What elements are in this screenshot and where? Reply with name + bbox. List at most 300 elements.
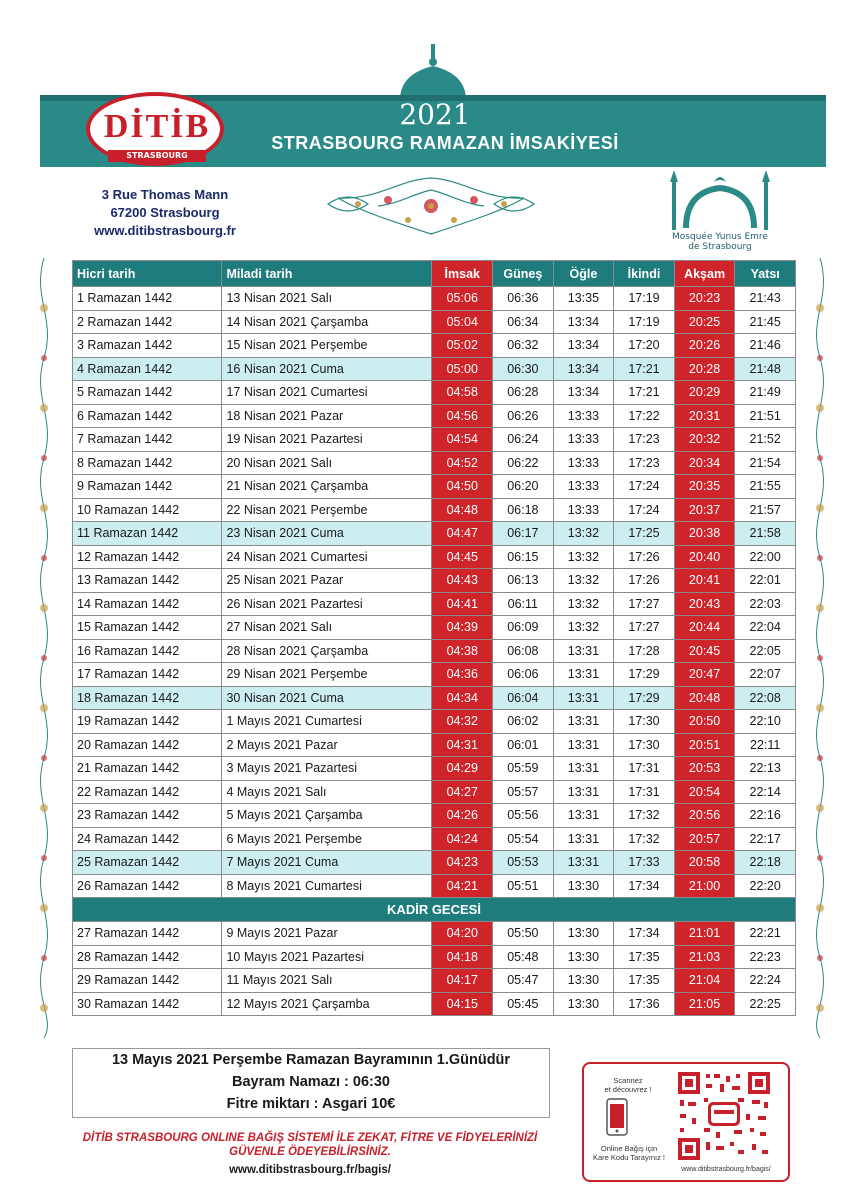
cell-yatsi: 22:20 <box>735 874 796 898</box>
cell-hicri: 6 Ramazan 1442 <box>73 404 222 428</box>
cell-miladi: 10 Mayıs 2021 Pazartesi <box>222 945 432 969</box>
cell-miladi: 24 Nisan 2021 Cumartesi <box>222 545 432 569</box>
cell-ikindi: 17:26 <box>614 545 675 569</box>
cell-aksam: 20:23 <box>674 287 735 311</box>
cell-aksam: 20:40 <box>674 545 735 569</box>
table-row <box>73 780 796 804</box>
cell-aksam: 21:04 <box>674 969 735 993</box>
cell-gunes: 06:18 <box>493 498 554 522</box>
cell-gunes: 06:36 <box>493 287 554 311</box>
cell-yatsi: 21:51 <box>735 404 796 428</box>
cell-aksam: 20:31 <box>674 404 735 428</box>
cell-imsak: 05:00 <box>432 357 493 381</box>
cell-imsak: 04:47 <box>432 522 493 546</box>
cell-aksam: 20:56 <box>674 804 735 828</box>
cell-yatsi: 22:13 <box>735 757 796 781</box>
cell-yatsi: 22:08 <box>735 686 796 710</box>
cell-miladi: 30 Nisan 2021 Cuma <box>222 686 432 710</box>
cell-yatsi: 22:24 <box>735 969 796 993</box>
cell-ikindi: 17:26 <box>614 569 675 593</box>
col-header-ikindi: İkindi <box>614 261 675 287</box>
bayram-date: 13 Mayıs 2021 Perşembe Ramazan Bayramının 1.Günüdür <box>111 1052 511 1068</box>
mosque-logo-icon <box>650 170 790 230</box>
cell-ogle: 13:33 <box>553 498 614 522</box>
cell-gunes: 06:02 <box>493 710 554 734</box>
cell-hicri: 11 Ramazan 1442 <box>73 522 222 546</box>
cell-miladi: 9 Mayıs 2021 Pazar <box>222 922 432 946</box>
cell-gunes: 06:08 <box>493 639 554 663</box>
cell-ogle: 13:31 <box>553 686 614 710</box>
cell-ikindi: 17:19 <box>614 310 675 334</box>
table-row <box>73 357 796 381</box>
table-row <box>73 827 796 851</box>
online-donation-notice <box>60 1131 560 1159</box>
cell-aksam: 20:28 <box>674 357 735 381</box>
cell-imsak: 05:04 <box>432 310 493 334</box>
cell-gunes: 05:57 <box>493 780 554 804</box>
cell-ogle: 13:35 <box>553 287 614 311</box>
cell-gunes: 05:45 <box>493 992 554 1016</box>
online-donation-line1: DİTİB STRASBOURG ONLINE BAĞIŞ SİSTEMİ İLE ZEKAT, FİTRE VE FİDYELERİNİZİ <box>82 1132 538 1144</box>
cell-hicri: 17 Ramazan 1442 <box>73 663 222 687</box>
cell-aksam: 20:54 <box>674 780 735 804</box>
cell-ogle: 13:34 <box>553 310 614 334</box>
cell-ogle: 13:32 <box>553 545 614 569</box>
table-row <box>73 310 796 334</box>
table-row <box>73 498 796 522</box>
cell-miladi: 19 Nisan 2021 Pazartesi <box>222 428 432 452</box>
cell-hicri: 4 Ramazan 1442 <box>73 357 222 381</box>
cell-gunes: 05:47 <box>493 969 554 993</box>
cell-yatsi: 22:21 <box>735 922 796 946</box>
qr-code-icon[interactable] <box>676 1070 772 1162</box>
table-row <box>73 686 796 710</box>
cell-miladi: 8 Mayıs 2021 Cumartesi <box>222 874 432 898</box>
cell-gunes: 05:50 <box>493 922 554 946</box>
bayram-prayer-time: Bayram Namazı : 06:30 <box>232 1074 390 1090</box>
col-header-ogle: Öğle <box>553 261 614 287</box>
cell-ikindi: 17:35 <box>614 969 675 993</box>
cell-imsak: 04:54 <box>432 428 493 452</box>
table-row <box>73 428 796 452</box>
cell-ogle: 13:30 <box>553 874 614 898</box>
cell-ikindi: 17:27 <box>614 616 675 640</box>
cell-gunes: 06:17 <box>493 522 554 546</box>
qr-scan-line2: et découvrez ! <box>604 1085 652 1094</box>
prayer-timetable <box>72 260 796 1016</box>
cell-imsak: 04:38 <box>432 639 493 663</box>
cell-imsak: 05:02 <box>432 334 493 358</box>
cell-yatsi: 22:11 <box>735 733 796 757</box>
cell-gunes: 06:30 <box>493 357 554 381</box>
cell-yatsi: 22:07 <box>735 663 796 687</box>
cell-imsak: 04:43 <box>432 569 493 593</box>
cell-hicri: 20 Ramazan 1442 <box>73 733 222 757</box>
cell-hicri: 24 Ramazan 1442 <box>73 827 222 851</box>
cell-miladi: 28 Nisan 2021 Çarşamba <box>222 639 432 663</box>
table-row <box>73 663 796 687</box>
cell-yatsi: 21:54 <box>735 451 796 475</box>
cell-imsak: 04:32 <box>432 710 493 734</box>
cell-imsak: 04:45 <box>432 545 493 569</box>
cell-miladi: 21 Nisan 2021 Çarşamba <box>222 475 432 499</box>
cell-hicri: 14 Ramazan 1442 <box>73 592 222 616</box>
cell-imsak: 04:50 <box>432 475 493 499</box>
cell-ikindi: 17:23 <box>614 451 675 475</box>
address-city: 67200 Strasbourg <box>110 205 220 220</box>
cell-imsak: 04:21 <box>432 874 493 898</box>
cell-gunes: 05:54 <box>493 827 554 851</box>
cell-ikindi: 17:32 <box>614 804 675 828</box>
cell-ikindi: 17:36 <box>614 992 675 1016</box>
cell-ogle: 13:31 <box>553 827 614 851</box>
cell-aksam: 20:38 <box>674 522 735 546</box>
cell-hicri: 30 Ramazan 1442 <box>73 992 222 1016</box>
kadir-gecesi-row <box>73 898 796 922</box>
cell-ikindi: 17:29 <box>614 663 675 687</box>
cell-yatsi: 22:25 <box>735 992 796 1016</box>
cell-miladi: 25 Nisan 2021 Pazar <box>222 569 432 593</box>
table-row <box>73 545 796 569</box>
cell-ikindi: 17:30 <box>614 710 675 734</box>
cell-aksam: 21:01 <box>674 922 735 946</box>
table-row <box>73 616 796 640</box>
cell-yatsi: 22:01 <box>735 569 796 593</box>
header-year: 2021 <box>399 98 471 131</box>
table-row <box>73 945 796 969</box>
cell-yatsi: 21:43 <box>735 287 796 311</box>
cell-miladi: 27 Nisan 2021 Salı <box>222 616 432 640</box>
cell-miladi: 17 Nisan 2021 Cumartesi <box>222 381 432 405</box>
cell-aksam: 20:34 <box>674 451 735 475</box>
cell-miladi: 16 Nisan 2021 Cuma <box>222 357 432 381</box>
cell-miladi: 29 Nisan 2021 Perşembe <box>222 663 432 687</box>
cell-ogle: 13:30 <box>553 922 614 946</box>
cell-imsak: 04:24 <box>432 827 493 851</box>
cell-miladi: 1 Mayıs 2021 Cumartesi <box>222 710 432 734</box>
cell-miladi: 4 Mayıs 2021 Salı <box>222 780 432 804</box>
kadir-gecesi-label: KADİR GECESİ <box>73 898 796 922</box>
table-row <box>73 404 796 428</box>
table-row <box>73 451 796 475</box>
table-row <box>73 874 796 898</box>
cell-ikindi: 17:24 <box>614 475 675 499</box>
cell-ikindi: 17:33 <box>614 851 675 875</box>
cell-ikindi: 17:30 <box>614 733 675 757</box>
cell-miladi: 15 Nisan 2021 Perşembe <box>222 334 432 358</box>
cell-imsak: 04:41 <box>432 592 493 616</box>
address-website[interactable]: www.ditibstrasbourg.fr <box>94 223 236 238</box>
cell-hicri: 7 Ramazan 1442 <box>73 428 222 452</box>
cell-hicri: 12 Ramazan 1442 <box>73 545 222 569</box>
cell-aksam: 20:53 <box>674 757 735 781</box>
cell-ogle: 13:31 <box>553 639 614 663</box>
cell-ogle: 13:31 <box>553 663 614 687</box>
cell-ikindi: 17:31 <box>614 780 675 804</box>
cell-aksam: 21:00 <box>674 874 735 898</box>
table-row <box>73 804 796 828</box>
cell-gunes: 05:53 <box>493 851 554 875</box>
cell-gunes: 06:13 <box>493 569 554 593</box>
cell-hicri: 16 Ramazan 1442 <box>73 639 222 663</box>
cell-ogle: 13:32 <box>553 522 614 546</box>
cell-ikindi: 17:34 <box>614 922 675 946</box>
cell-aksam: 20:58 <box>674 851 735 875</box>
table-row <box>73 922 796 946</box>
cell-hicri: 10 Ramazan 1442 <box>73 498 222 522</box>
right-ornament-border <box>806 258 834 1038</box>
cell-gunes: 06:22 <box>493 451 554 475</box>
cell-gunes: 06:09 <box>493 616 554 640</box>
cell-imsak: 04:31 <box>432 733 493 757</box>
cell-imsak: 05:06 <box>432 287 493 311</box>
cell-ogle: 13:32 <box>553 569 614 593</box>
cell-gunes: 06:04 <box>493 686 554 710</box>
cell-hicri: 23 Ramazan 1442 <box>73 804 222 828</box>
cell-miladi: 2 Mayıs 2021 Pazar <box>222 733 432 757</box>
cell-ikindi: 17:28 <box>614 639 675 663</box>
address-street: 3 Rue Thomas Mann <box>101 187 229 202</box>
cell-gunes: 06:11 <box>493 592 554 616</box>
table-row <box>73 992 796 1016</box>
cell-hicri: 9 Ramazan 1442 <box>73 475 222 499</box>
cell-hicri: 5 Ramazan 1442 <box>73 381 222 405</box>
qr-scan-line1: Scannez <box>613 1076 643 1085</box>
cell-yatsi: 22:05 <box>735 639 796 663</box>
cell-yatsi: 21:52 <box>735 428 796 452</box>
cell-imsak: 04:29 <box>432 757 493 781</box>
cell-miladi: 6 Mayıs 2021 Perşembe <box>222 827 432 851</box>
cell-yatsi: 22:17 <box>735 827 796 851</box>
cell-ogle: 13:31 <box>553 757 614 781</box>
cell-imsak: 04:39 <box>432 616 493 640</box>
cell-yatsi: 21:58 <box>735 522 796 546</box>
cell-aksam: 21:05 <box>674 992 735 1016</box>
phone-icon <box>606 1098 628 1136</box>
cell-hicri: 27 Ramazan 1442 <box>73 922 222 946</box>
cell-miladi: 26 Nisan 2021 Pazartesi <box>222 592 432 616</box>
cell-ogle: 13:32 <box>553 592 614 616</box>
cell-aksam: 20:47 <box>674 663 735 687</box>
col-header-gunes: Güneş <box>493 261 554 287</box>
cell-ogle: 13:30 <box>553 969 614 993</box>
cell-hicri: 2 Ramazan 1442 <box>73 310 222 334</box>
cell-gunes: 05:59 <box>493 757 554 781</box>
qr-bagis-text <box>586 1144 672 1162</box>
cell-hicri: 8 Ramazan 1442 <box>73 451 222 475</box>
cell-ogle: 13:34 <box>553 381 614 405</box>
cell-miladi: 18 Nisan 2021 Pazar <box>222 404 432 428</box>
qr-url: www.ditibstrasbourg.fr/bagis/ <box>681 1166 771 1173</box>
cell-yatsi: 22:04 <box>735 616 796 640</box>
cell-gunes: 05:48 <box>493 945 554 969</box>
cell-gunes: 05:51 <box>493 874 554 898</box>
mosque-name <box>640 232 800 252</box>
cell-ogle: 13:33 <box>553 428 614 452</box>
cell-yatsi: 22:10 <box>735 710 796 734</box>
cell-miladi: 14 Nisan 2021 Çarşamba <box>222 310 432 334</box>
cell-ikindi: 17:31 <box>614 757 675 781</box>
cell-aksam: 20:44 <box>674 616 735 640</box>
table-row <box>73 381 796 405</box>
address-block <box>40 186 290 240</box>
table-row <box>73 287 796 311</box>
cell-ikindi: 17:24 <box>614 498 675 522</box>
cell-imsak: 04:27 <box>432 780 493 804</box>
cell-imsak: 04:52 <box>432 451 493 475</box>
cell-miladi: 23 Nisan 2021 Cuma <box>222 522 432 546</box>
table-row <box>73 592 796 616</box>
cell-yatsi: 21:46 <box>735 334 796 358</box>
cell-ikindi: 17:29 <box>614 686 675 710</box>
cell-aksam: 20:43 <box>674 592 735 616</box>
cell-aksam: 20:41 <box>674 569 735 593</box>
cell-hicri: 19 Ramazan 1442 <box>73 710 222 734</box>
cell-gunes: 05:56 <box>493 804 554 828</box>
bayram-info-box <box>72 1048 550 1118</box>
cell-yatsi: 22:03 <box>735 592 796 616</box>
table-row <box>73 710 796 734</box>
cell-gunes: 06:06 <box>493 663 554 687</box>
cell-ikindi: 17:23 <box>614 428 675 452</box>
col-header-yatsi: Yatsı <box>735 261 796 287</box>
cell-imsak: 04:56 <box>432 404 493 428</box>
cell-ogle: 13:34 <box>553 357 614 381</box>
cell-aksam: 20:29 <box>674 381 735 405</box>
cell-aksam: 20:35 <box>674 475 735 499</box>
cell-hicri: 26 Ramazan 1442 <box>73 874 222 898</box>
cell-miladi: 13 Nisan 2021 Salı <box>222 287 432 311</box>
cell-ikindi: 17:25 <box>614 522 675 546</box>
col-header-hicri: Hicri tarih <box>73 261 222 287</box>
cell-ikindi: 17:22 <box>614 404 675 428</box>
cell-imsak: 04:15 <box>432 992 493 1016</box>
cell-ogle: 13:34 <box>553 334 614 358</box>
cell-hicri: 22 Ramazan 1442 <box>73 780 222 804</box>
cell-imsak: 04:26 <box>432 804 493 828</box>
mosque-name-line2: de Strasbourg <box>688 242 752 252</box>
cell-gunes: 06:28 <box>493 381 554 405</box>
cell-ogle: 13:30 <box>553 945 614 969</box>
qr-bagis-line1: Online Bağış için <box>600 1144 658 1153</box>
qr-code-card <box>582 1062 790 1182</box>
dome-icon <box>390 44 476 100</box>
cell-gunes: 06:15 <box>493 545 554 569</box>
cell-miladi: 20 Nisan 2021 Salı <box>222 451 432 475</box>
cell-hicri: 1 Ramazan 1442 <box>73 287 222 311</box>
cell-ogle: 13:31 <box>553 851 614 875</box>
table-row <box>73 334 796 358</box>
cell-aksam: 20:50 <box>674 710 735 734</box>
mosque-name-line1: Mosquée Yunus Emre <box>672 232 768 242</box>
cell-aksam: 21:03 <box>674 945 735 969</box>
col-header-imsak: İmsak <box>432 261 493 287</box>
cell-aksam: 20:37 <box>674 498 735 522</box>
cell-miladi: 12 Mayıs 2021 Çarşamba <box>222 992 432 1016</box>
table-row <box>73 851 796 875</box>
cell-gunes: 06:34 <box>493 310 554 334</box>
cell-ikindi: 17:27 <box>614 592 675 616</box>
cell-yatsi: 21:55 <box>735 475 796 499</box>
table-row <box>73 639 796 663</box>
table-row <box>73 569 796 593</box>
cell-yatsi: 22:00 <box>735 545 796 569</box>
cell-yatsi: 22:18 <box>735 851 796 875</box>
cell-imsak: 04:34 <box>432 686 493 710</box>
cell-hicri: 28 Ramazan 1442 <box>73 945 222 969</box>
left-ornament-border <box>30 258 58 1038</box>
cell-imsak: 04:23 <box>432 851 493 875</box>
cell-gunes: 06:26 <box>493 404 554 428</box>
cell-miladi: 3 Mayıs 2021 Pazartesi <box>222 757 432 781</box>
qr-bagis-line2: Kare Kodu Tarayınız ! <box>593 1153 665 1162</box>
cell-ogle: 13:33 <box>553 475 614 499</box>
cell-ikindi: 17:35 <box>614 945 675 969</box>
cell-imsak: 04:58 <box>432 381 493 405</box>
table-row <box>73 522 796 546</box>
cell-imsak: 04:20 <box>432 922 493 946</box>
cell-ikindi: 17:20 <box>614 334 675 358</box>
cell-ogle: 13:31 <box>553 710 614 734</box>
cell-ogle: 13:33 <box>553 404 614 428</box>
cell-imsak: 04:36 <box>432 663 493 687</box>
cell-miladi: 22 Nisan 2021 Perşembe <box>222 498 432 522</box>
cell-imsak: 04:17 <box>432 969 493 993</box>
cell-ikindi: 17:21 <box>614 381 675 405</box>
col-header-miladi: Miladi tarih <box>222 261 432 287</box>
cell-aksam: 20:25 <box>674 310 735 334</box>
online-donation-line2: GÜVENLE ÖDEYEBİLİRSİNİZ. <box>229 1146 391 1158</box>
cell-miladi: 11 Mayıs 2021 Salı <box>222 969 432 993</box>
cell-imsak: 04:18 <box>432 945 493 969</box>
donation-website-link[interactable]: www.ditibstrasbourg.fr/bagis/ <box>229 1164 391 1176</box>
cell-aksam: 20:26 <box>674 334 735 358</box>
table-row <box>73 733 796 757</box>
cell-hicri: 13 Ramazan 1442 <box>73 569 222 593</box>
logo-subtitle: STRASBOURG <box>108 150 206 162</box>
cell-aksam: 20:45 <box>674 639 735 663</box>
cell-miladi: 7 Mayıs 2021 Cuma <box>222 851 432 875</box>
cell-gunes: 06:32 <box>493 334 554 358</box>
cell-gunes: 06:24 <box>493 428 554 452</box>
cell-yatsi: 21:49 <box>735 381 796 405</box>
table-row <box>73 757 796 781</box>
cell-ogle: 13:31 <box>553 733 614 757</box>
cell-yatsi: 21:48 <box>735 357 796 381</box>
cell-aksam: 20:48 <box>674 686 735 710</box>
cell-ikindi: 17:21 <box>614 357 675 381</box>
cell-ikindi: 17:34 <box>614 874 675 898</box>
cell-yatsi: 21:57 <box>735 498 796 522</box>
cell-hicri: 29 Ramazan 1442 <box>73 969 222 993</box>
qr-scan-text <box>588 1076 668 1094</box>
cell-gunes: 06:20 <box>493 475 554 499</box>
table-header-row <box>73 261 796 287</box>
logo-mark: DİTİB <box>103 108 211 145</box>
cell-ogle: 13:30 <box>553 992 614 1016</box>
cell-ogle: 13:33 <box>553 451 614 475</box>
cell-ogle: 13:31 <box>553 804 614 828</box>
cell-hicri: 18 Ramazan 1442 <box>73 686 222 710</box>
cell-ogle: 13:32 <box>553 616 614 640</box>
cell-aksam: 20:32 <box>674 428 735 452</box>
cell-yatsi: 22:16 <box>735 804 796 828</box>
cell-hicri: 3 Ramazan 1442 <box>73 334 222 358</box>
page-title: STRASBOURG RAMAZAN İMSAKİYESİ <box>271 133 619 153</box>
cell-ikindi: 17:32 <box>614 827 675 851</box>
cell-yatsi: 22:14 <box>735 780 796 804</box>
col-header-aksam: Akşam <box>674 261 735 287</box>
